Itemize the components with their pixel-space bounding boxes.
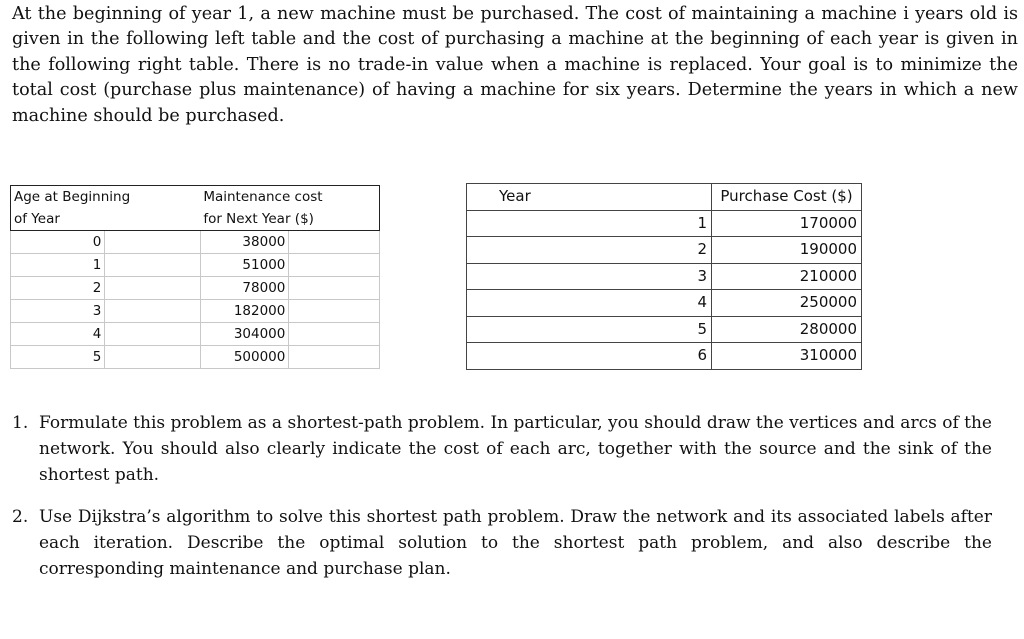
maintenance-cost-cell: 51000: [200, 254, 289, 277]
year-cell: 2: [467, 237, 712, 264]
table-row: [467, 263, 862, 290]
year-header: Year: [467, 184, 712, 211]
table-row: [11, 300, 380, 323]
problem-statement: At the beginning of year 1, a new machine must be purchased. The cost of maintaining a machine i years old is given in the following left table and the cost of purchasing a machine at the beginning of each year is given in the following right table. There is no trade-in value when a machine is replaced. Your goal is to minimize the total cost (purchase plus maintenance) of having a machine for six years. Determine the years in which a new machine should be purchased.: [12, 4, 1018, 126]
question-text: Use Dijkstra’s algorithm to solve this shortest path problem. Draw the network and its associated labels after each iteration. Describe the optimal solution to the shortest path problem, and also describe the corresponding maintenance and purchase plan.: [39, 507, 992, 579]
question-item: [12, 504, 992, 582]
year-cell: 5: [467, 316, 712, 343]
question-number: 1.: [12, 413, 29, 433]
purchase-cost-cell: 310000: [712, 343, 862, 370]
year-cell: 1: [467, 210, 712, 237]
question-number: 2.: [12, 507, 29, 527]
question-text: Formulate this problem as a shortest-path problem. In particular, you should draw the vertices and arcs of the network. You should also clearly indicate the cost of each arc, together with the source and the sink of the shortest path.: [39, 413, 992, 485]
age-cell: 3: [11, 300, 105, 323]
table-row: [11, 231, 380, 254]
age-cell: 4: [11, 323, 105, 346]
age-cell: 5: [11, 346, 105, 369]
maintenance-cost-cell: 500000: [200, 346, 289, 369]
purchase-cost-header: Purchase Cost ($): [712, 184, 862, 211]
maintenance-cost-cell: 304000: [200, 323, 289, 346]
maintenance-cost-cell: 182000: [200, 300, 289, 323]
table-row: [467, 343, 862, 370]
question-item: [12, 410, 992, 488]
purchase-cost-cell: 190000: [712, 237, 862, 264]
table-row: [467, 210, 862, 237]
year-cell: 6: [467, 343, 712, 370]
table-row: [11, 277, 380, 300]
age-header-line2: of Year: [11, 208, 201, 231]
age-cell: 1: [11, 254, 105, 277]
maintenance-header-line2: for Next Year ($): [200, 208, 379, 231]
table-row: [11, 346, 380, 369]
year-cell: 3: [467, 263, 712, 290]
maintenance-cost-table: [10, 185, 380, 369]
purchase-cost-cell: 280000: [712, 316, 862, 343]
age-cell: 2: [11, 277, 105, 300]
table-row: [467, 237, 862, 264]
maintenance-header-line1: Maintenance cost: [203, 189, 323, 205]
purchase-cost-cell: 250000: [712, 290, 862, 317]
table-row: [467, 290, 862, 317]
maintenance-cost-cell: 78000: [200, 277, 289, 300]
question-list: [12, 410, 992, 598]
maintenance-cost-cell: 38000: [200, 231, 289, 254]
purchase-cost-cell: 210000: [712, 263, 862, 290]
purchase-cost-cell: 170000: [712, 210, 862, 237]
purchase-cost-table: [466, 183, 862, 370]
table-row: [11, 323, 380, 346]
age-cell: 0: [11, 231, 105, 254]
table-row: [467, 316, 862, 343]
year-cell: 4: [467, 290, 712, 317]
table-row: [11, 254, 380, 277]
age-header-line1: Age at Beginning: [14, 189, 131, 205]
